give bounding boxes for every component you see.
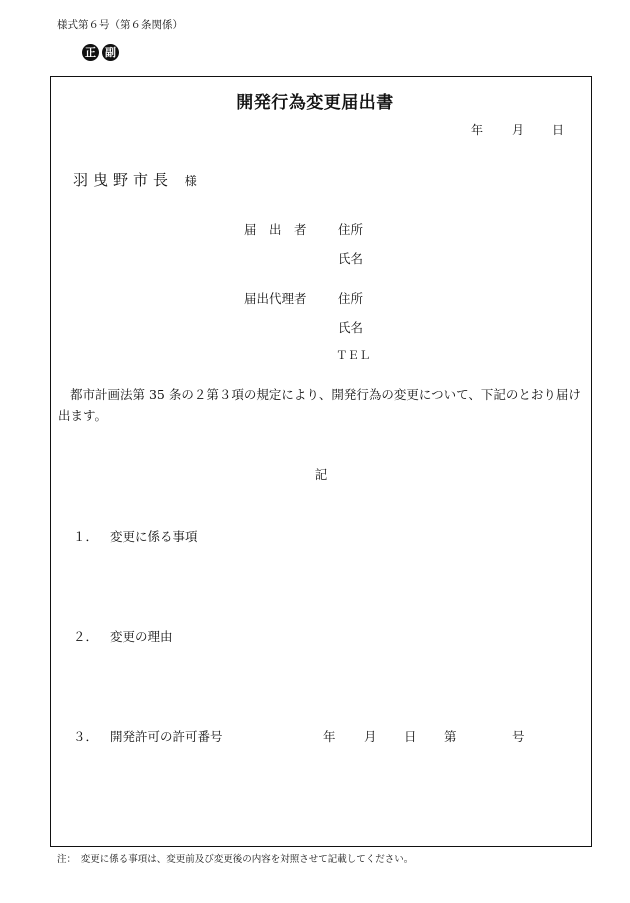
copy-marks (82, 44, 119, 61)
item-1-number: １． (73, 529, 99, 544)
applicant-address-label: 住所 (338, 222, 364, 237)
document-title: 開発行為変更届出書 (236, 93, 394, 113)
recipient-name: 羽曳野市長 (73, 171, 174, 189)
item-2-label: 変更の理由 (110, 629, 173, 644)
applicant-name-label: 氏名 (338, 251, 364, 266)
footnote: 注： 変更に係る事項は、変更前及び変更後の内容を対照させて記載してください。 (57, 854, 414, 865)
form-number-label: 様式第６号（第６条関係） (57, 19, 183, 31)
date-year-label: 年 (471, 123, 484, 137)
item-1-label: 変更に係る事項 (110, 529, 198, 544)
permit-go-label: 号 (512, 729, 525, 744)
date-day-label: 日 (552, 123, 565, 137)
duplicate-copy-mark: 副 (102, 44, 119, 61)
agent-tel-label: ＴＥＬ (336, 348, 371, 362)
permit-day-label: 日 (404, 729, 417, 744)
item-3-number: ３． (73, 729, 99, 744)
original-copy-mark: 正 (82, 44, 99, 61)
declaration-text: 都市計画法第 35 条の２第３項の規定により、開発行為の変更について、下記のとおり届け出ます。 (58, 387, 581, 423)
agent-address-label: 住所 (338, 291, 364, 306)
permit-dai-label: 第 (444, 729, 457, 744)
date-month-label: 月 (512, 123, 525, 137)
item-2-number: ２． (73, 629, 99, 644)
permit-year-label: 年 (323, 729, 336, 744)
recipient-honorific: 様 (184, 174, 197, 188)
item-3-label: 開発許可の許可番号 (110, 729, 223, 744)
recipient (73, 169, 197, 190)
applicant-label: 届 出 者 (244, 222, 307, 237)
ki-heading: 記 (314, 467, 328, 482)
permit-month-label: 月 (364, 729, 377, 744)
agent-label: 届出代理者 (244, 291, 307, 306)
agent-name-label: 氏名 (338, 320, 364, 335)
